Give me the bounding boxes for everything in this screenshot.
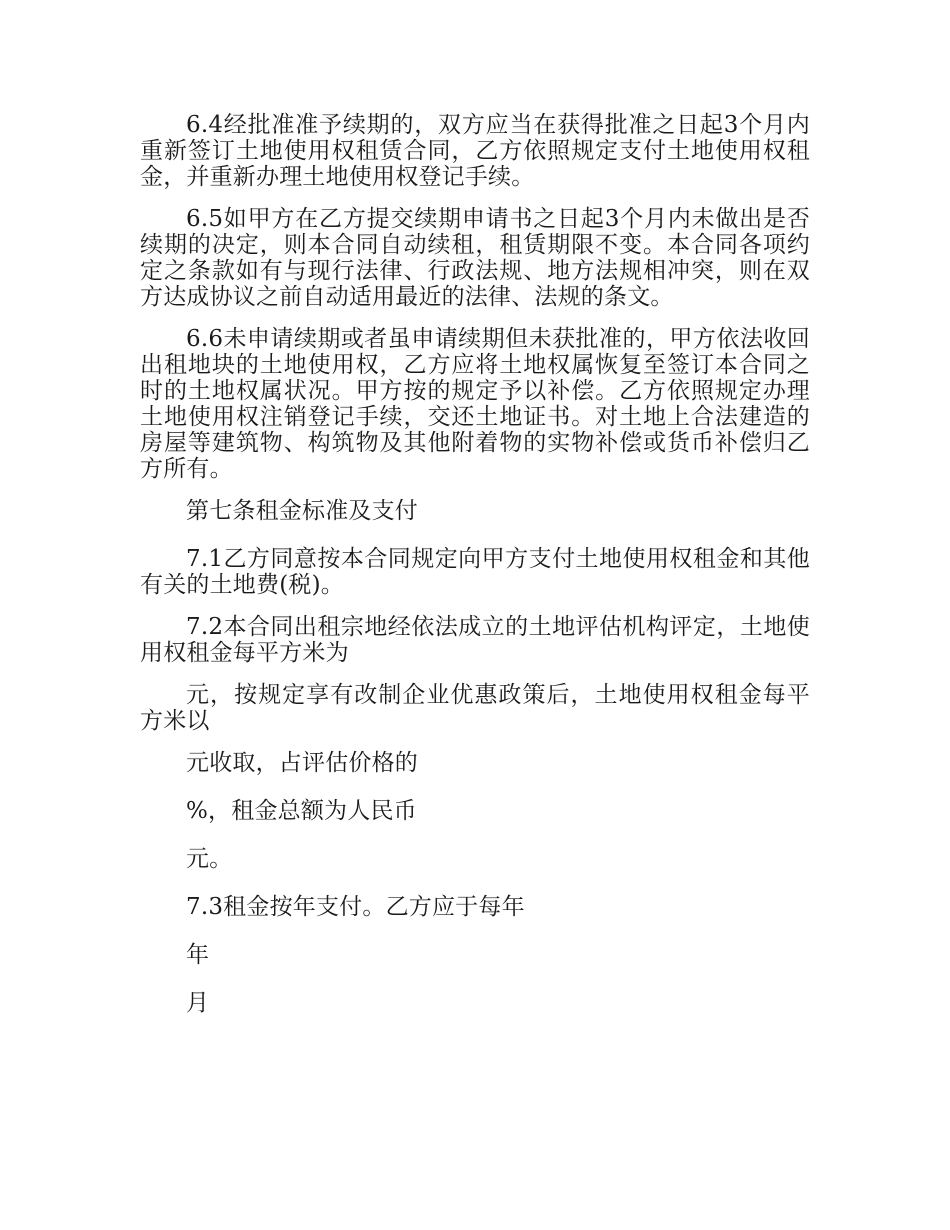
clause-7-3-month: 月: [186, 990, 210, 1016]
clause-7-2-continued: 元，按规定享有改制企业优惠政策后，土地使用权租金每平方米以: [140, 682, 810, 734]
clause-7-2-total: %，租金总额为人民币: [186, 798, 417, 824]
clause-7-3: 7.3租金按年支付。乙方应于每年: [186, 894, 525, 920]
clause-7-3-year: 年: [186, 942, 210, 968]
document-body: [140, 112, 810, 1038]
article-7-heading: 第七条租金标准及支付: [186, 498, 418, 524]
clause-7-2-end: 元。: [186, 846, 233, 872]
clause-7-2: 7.2本合同出租宗地经依法成立的土地评估机构评定，土地使用权租金每平方米为: [140, 614, 810, 666]
clause-7-1: 7.1乙方同意按本合同规定向甲方支付土地使用权租金和其他有关的土地费(税)。: [140, 546, 810, 598]
clause-6-4: 6.4经批准准予续期的，双方应当在获得批准之日起3个月内重新签订土地使用权租赁合同，乙方依照规定支付土地使用权租金，并重新办理土地使用权登记手续。: [140, 112, 810, 190]
clause-7-2-rate: 元收取，占评估价格的: [186, 750, 418, 776]
clause-6-6: 6.6未申请续期或者虽申请续期但未获批准的，甲方依法收回出租地块的土地使用权，乙方应将土地权属恢复至签订本合同之时的土地权属状况。甲方按的规定予以补偿。乙方依照规定办理土地使用权注销登记手续，交还土地证书。对土地上合法建造的房屋等建筑物、构筑物及其他附着物的实物补偿或货币补偿归乙方所有。: [140, 326, 810, 482]
clause-6-5: 6.5如甲方在乙方提交续期申请书之日起3个月内未做出是否续期的决定，则本合同自动续租，租赁期限不变。本合同各项约定之条款如有与现行法律、行政法规、地方法规相冲突，则在双方达成协议之前自动适用最近的法律、法规的条文。: [140, 206, 810, 310]
